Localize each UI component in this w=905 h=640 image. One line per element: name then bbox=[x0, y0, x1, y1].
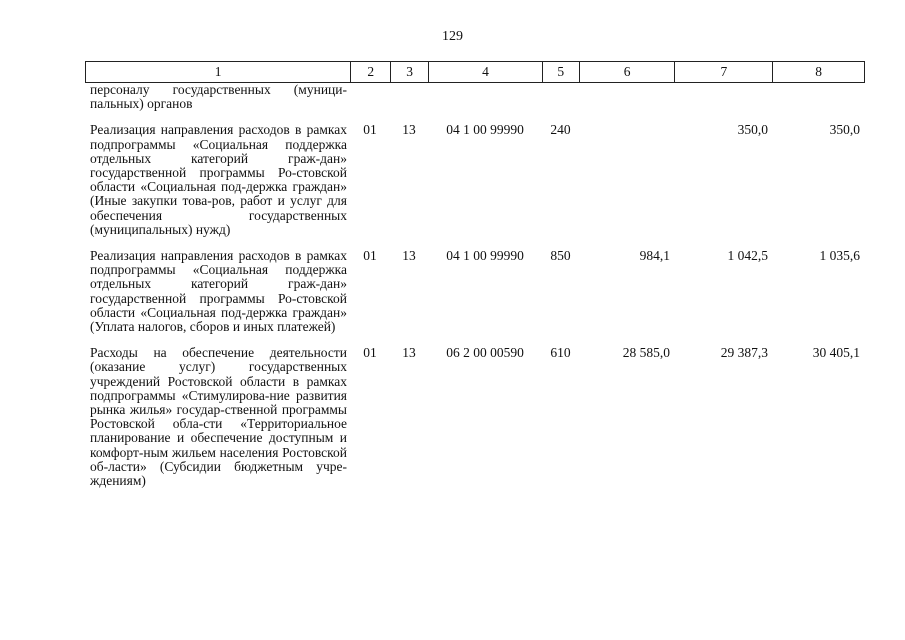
row-description: Реализация направления расходов в рамках подпрограммы «Социальная поддержка отдельных категорий граж-дан» государственной программы Ро-стовской области «Социальная под-держка граждан» (Уплата налогов, сборов и иных платежей) bbox=[90, 248, 347, 335]
row-rz: 01 bbox=[363, 248, 377, 264]
budget-table bbox=[85, 61, 865, 488]
table-header bbox=[85, 61, 865, 83]
header-col-6: 6 bbox=[579, 62, 675, 82]
row-sum-2: 350,0 bbox=[737, 122, 768, 138]
row-sum-3: 350,0 bbox=[829, 122, 860, 138]
table-row bbox=[85, 123, 865, 237]
table-row bbox=[85, 346, 865, 488]
continuation-text: персоналу государственных (муници-пальных) органов bbox=[90, 82, 347, 112]
row-description: Расходы на обеспечение деятельности (оказание услуг) государственных учреждений Ростовской области в рамках подпрограммы «Стимулирова-ние развития рынка жилья» государ-ственной программы Ростовской обла-сти «Территориальное планирование и обеспечение доступным и комфорт-ным жильем населения Ростовской об-ласти» (Субсидии бюджетным учре-ждениям) bbox=[90, 345, 347, 489]
row-sum-3: 30 405,1 bbox=[812, 345, 860, 361]
row-sum-1: 984,1 bbox=[639, 248, 670, 264]
table-row bbox=[85, 249, 865, 334]
header-col-4: 4 bbox=[428, 62, 542, 82]
row-vr: 850 bbox=[550, 248, 571, 264]
row-csr: 06 2 00 00590 bbox=[446, 345, 524, 361]
header-col-5: 5 bbox=[542, 62, 579, 82]
row-sum-3: 1 035,6 bbox=[819, 248, 860, 264]
row-sum-2: 1 042,5 bbox=[727, 248, 768, 264]
row-sum-2: 29 387,3 bbox=[720, 345, 768, 361]
row-description: Реализация направления расходов в рамках подпрограммы «Социальная поддержка отдельных категорий граж-дан» государственной программы Ро-стовской области «Социальная под-держка граждан» (Иные закупки това-ров, работ и услуг для обеспечения государственных (муниципальных) нужд) bbox=[90, 122, 347, 237]
row-vr: 610 bbox=[550, 345, 571, 361]
row-sum-1 bbox=[579, 123, 675, 237]
header-col-7: 7 bbox=[674, 62, 772, 82]
header-col-3: 3 bbox=[390, 62, 428, 82]
row-pr: 13 bbox=[402, 248, 416, 264]
continuation-row bbox=[85, 83, 865, 111]
row-rz: 01 bbox=[363, 345, 377, 361]
row-pr: 13 bbox=[402, 122, 416, 138]
row-csr: 04 1 00 99990 bbox=[446, 122, 524, 138]
header-col-8: 8 bbox=[772, 62, 864, 82]
row-pr: 13 bbox=[402, 345, 416, 361]
row-rz: 01 bbox=[363, 122, 377, 138]
page-number: 129 bbox=[442, 29, 463, 44]
row-csr: 04 1 00 99990 bbox=[446, 248, 524, 264]
header-col-2: 2 bbox=[350, 62, 390, 82]
row-sum-1: 28 585,0 bbox=[622, 345, 670, 361]
header-col-1: 1 bbox=[214, 64, 222, 79]
row-vr: 240 bbox=[550, 122, 571, 138]
